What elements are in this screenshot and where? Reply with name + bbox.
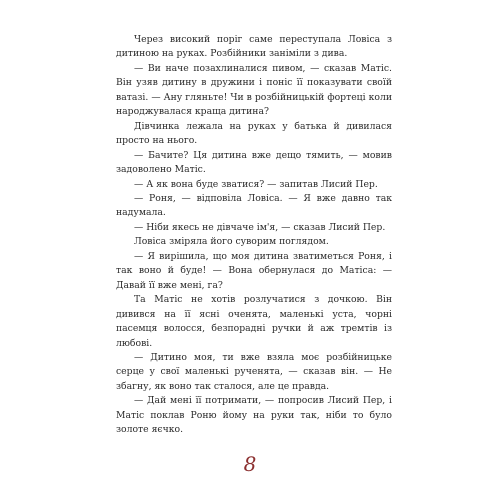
paragraph: — Ви наче позахлиналися пивом, — сказав Матіс. Він узяв дитину в дружини і поніс її показувати своїй ватазі. — Ану гляньте! Чи в розбійницькій фортеці коли народжувалася краща дитина? xyxy=(116,62,392,118)
page-number: 8 xyxy=(243,452,257,476)
paragraph: — Дитино моя, ти вже взяла моє розбійницьке серце у свої маленькі рученята, — сказав він. — Не збагну, як воно так сталося, але це правда. xyxy=(116,351,392,392)
paragraph: — Роня, — відповіла Ловіса. — Я вже давно так надумала. xyxy=(116,192,392,219)
paragraph: Через високий поріг саме переступала Ловіса з дитиною на руках. Розбійники заніміли з дива. xyxy=(116,34,392,60)
paragraph: Ловіса зміряла його суворим поглядом. xyxy=(134,236,329,248)
paragraph: Та Матіс не хотів розлучатися з дочкою. Він дивився на її ясні оченята, маленькі уста, чорні пасемця волосся, безпорадні ручки й аж тремтів із любові. xyxy=(116,294,392,349)
paragraph: — А як вона буде зватися? — запитав Лисий Пер. xyxy=(134,178,378,190)
paragraph: — Я вирішила, що моя дитина зватиметься Роня, і так воно й буде! — Вона обернулася до Матіса: — Давай її вже мені, га? xyxy=(116,250,392,291)
paragraph: — Ніби якесь не дівчаче ім'я, — сказав Лисий Пер. xyxy=(134,221,386,233)
body-text xyxy=(116,33,392,438)
paragraph: — Бачите? Ця дитина вже дещо тямить, — мовив задоволено Матіс. xyxy=(116,149,392,176)
paragraph: — Дай мені її потримати, — попросив Лисий Пер, і Матіс поклав Роню йому на руки так, ніби то було золоте яєчко. xyxy=(116,395,392,436)
paragraph: Дівчинка лежала на руках у батька й дивилася просто на нього. xyxy=(116,120,392,147)
